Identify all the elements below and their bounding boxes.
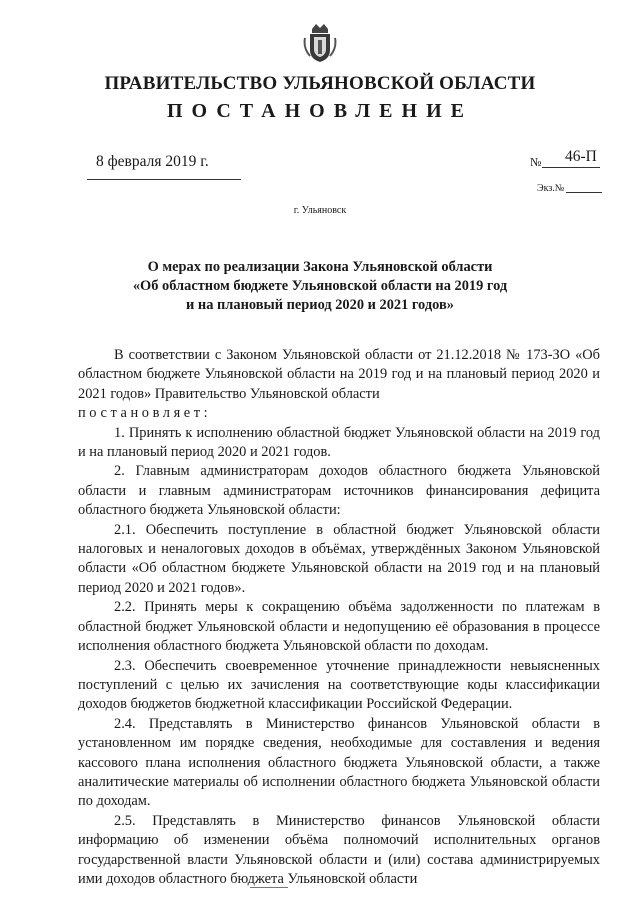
page-mark xyxy=(250,887,288,888)
subject-line-1: О мерах по реализации Закона Ульяновской области xyxy=(147,259,493,275)
paragraph-1: 1. Принять к исполнению областной бюджет Ульяновской области на 2019 год и на плановый период 2020 и 2021 годов. xyxy=(78,424,600,461)
paragraph-2-2: 2.2. Принять меры к сокращению объёма задолженности по платежам в областной бюджет Ульяновской области и недопущению её образования в процессе исполнения областного бюджета Ульяновской области по доходам. xyxy=(78,599,600,655)
paragraph-2: 2. Главным администраторам доходов областного бюджета Ульяновской области и главным администраторам источников финансирования дефицита областного бюджета Ульяновской области: xyxy=(78,463,600,519)
decree-word: постановляет: xyxy=(78,405,212,422)
subject-line-2: «Об областном бюджете Ульяновской области на 2019 год xyxy=(132,278,508,294)
date-underline xyxy=(87,179,241,180)
document-type: ПОСТАНОВЛЕНИЕ xyxy=(167,100,473,122)
copy-label: Экз.№ xyxy=(537,183,565,194)
city: г. Ульяновск xyxy=(293,205,347,216)
intro-paragraph: В соответствии с Законом Ульяновской области от 21.12.2018 № 173-ЗО «Об областном бюджете Ульяновской области на 2019 год и на плановый период 2020 и 2021 годов» Правительство Ульяновской области xyxy=(78,347,600,402)
coat-of-arms-icon xyxy=(302,20,338,64)
paragraph-2-5: 2.5. Представлять в Министерство финансов Ульяновской области информацию об изменении объёма полномочий исполнительных органов государственной власти Ульяновской области и (или) состава администрируемых ими доходов областного бюджета Ульяновской области xyxy=(78,812,600,887)
document-body xyxy=(78,346,600,889)
number-label: № xyxy=(530,155,542,169)
subject-line-3: и на плановый период 2020 и 2021 годов» xyxy=(186,297,454,313)
paragraph-2-3: 2.3. Обеспечить своевременное уточнение принадлежности невыясненных поступлений с целью их зачисления на соответствующие коды классификации доходов бюджетов бюджетной классификации Российской Федерации. xyxy=(78,657,600,713)
paragraph-2-1: 2.1. Обеспечить поступление в областной бюджет Ульяновской области налоговых и неналоговых доходов в объёмах, утверждённых Законом Ульяновской области «Об областном бюджете Ульяновской области на 2019 год и на плановый период 2020 и 2021 годов». xyxy=(78,521,600,596)
copy-underline xyxy=(566,192,602,193)
government-name: ПРАВИТЕЛЬСТВО УЛЬЯНОВСКОЙ ОБЛАСТИ xyxy=(104,73,536,94)
document-number: 46-П xyxy=(565,148,597,165)
document-subject xyxy=(80,258,560,315)
number-underline xyxy=(542,167,600,168)
document-date: 8 февраля 2019 г. xyxy=(96,153,209,170)
paragraph-2-4: 2.4. Представлять в Министерство финансов Ульяновской области в установленном им порядке сведения, необходимые для составления и ведения кассового плана исполнения областного бюджета Ульяновской области, а также аналитические материалы об исполнении областного бюджета Ульяновской области по доходам. xyxy=(78,715,600,810)
